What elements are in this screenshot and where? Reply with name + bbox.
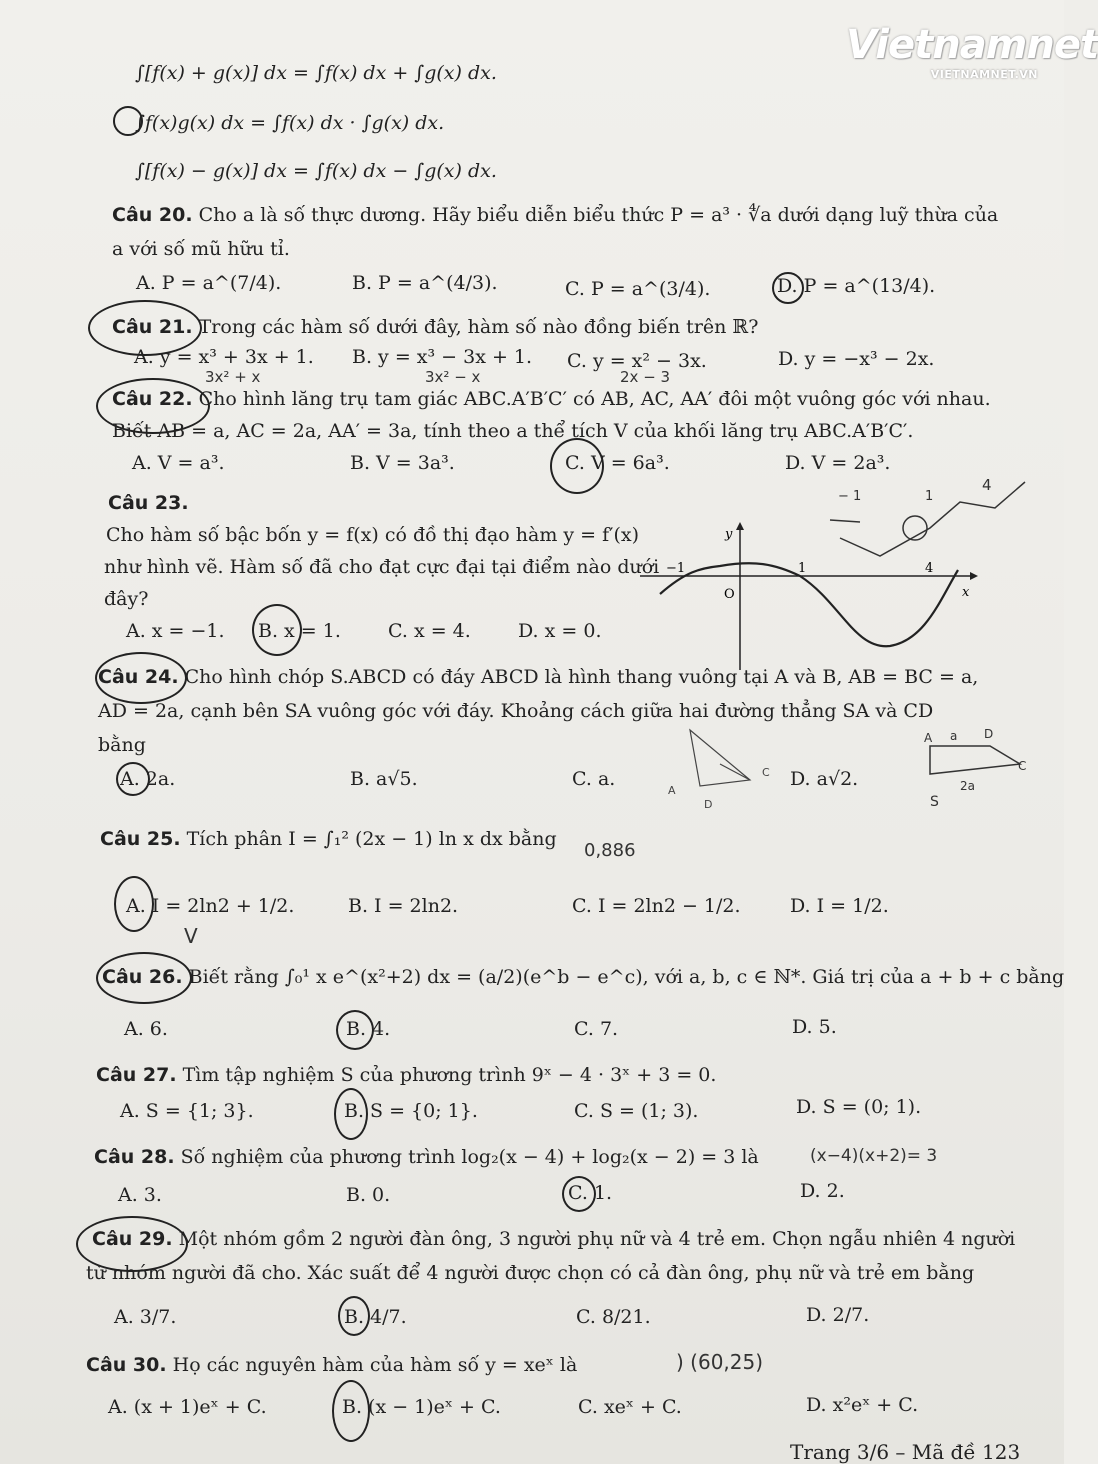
q26-option-a: A. 6. — [124, 1018, 168, 1040]
y-axis-label: y — [725, 527, 733, 542]
q20-number: Câu 20. — [112, 204, 193, 226]
q25-option-c: C. I = 2ln2 − 1/2. — [572, 895, 741, 917]
q27-option-d: D. S = (0; 1). — [796, 1096, 922, 1118]
q22-number: Câu 22. — [112, 388, 193, 410]
q22-text: Cho hình lăng trụ tam giác ABC.A′B′C′ có AB, AC, AA′ đôi một vuông góc với nhau. — [198, 388, 991, 410]
q26-line1 — [102, 966, 1064, 989]
q28-handwritten: (x−4)(x+2)= 3 — [810, 1146, 938, 1166]
q25-number: Câu 25. — [100, 828, 181, 850]
q22-option-b: B. V = 3a³. — [350, 452, 455, 474]
q25-option-b: B. I = 2ln2. — [348, 895, 459, 917]
pyramid-label-c: C — [762, 766, 770, 779]
q26-number: Câu 26. — [102, 966, 183, 988]
q21-handwritten-1: 3x² + x — [205, 368, 261, 386]
q29-line1 — [92, 1228, 1015, 1251]
trap-label-a-len: a — [950, 729, 958, 743]
q21-handwritten-2: 3x² − x — [425, 368, 481, 386]
q23-option-b: B. x = 1. — [258, 620, 341, 642]
q24-option-d: D. a√2. — [790, 768, 859, 790]
q26-text: Biết rằng ∫₀¹ x e^(x²+2) dx = (a/2)(e^b − e^c), với a, b, c ∈ ℕ*. Giá trị của a + b + c bằng — [188, 966, 1065, 988]
q23-option-a: A. x = −1. — [126, 620, 225, 642]
q24-text: Cho hình chóp S.ABCD có đáy ABCD là hình thang vuông tại A và B, AB = BC = a, — [184, 666, 979, 688]
trap-label-a: A — [924, 731, 933, 745]
q30-text: Họ các nguyên hàm của hàm số y = xeˣ là — [172, 1354, 578, 1376]
tick-4: 4 — [925, 561, 934, 576]
q22-option-d: D. V = 2a³. — [785, 452, 891, 474]
q27-number: Câu 27. — [96, 1064, 177, 1086]
q27-text: Tìm tập nghiệm S của phương trình 9ˣ − 4 · 3ˣ + 3 = 0. — [182, 1064, 717, 1086]
q19-option-b: ∫[f(x) + g(x)] dx = ∫f(x) dx + ∫g(x) dx. — [135, 62, 497, 84]
trap-label-c: C — [1018, 759, 1027, 773]
answer-circle-q26 — [336, 1010, 374, 1050]
q22-option-c: C. V = 6a³. — [565, 452, 670, 474]
q22-line2: Biết AB = a, AC = 2a, AA′ = 3a, tính theo a thể tích V của khối lăng trụ ABC.A′B′C′. — [112, 420, 914, 442]
trap-label-d: D — [984, 727, 994, 741]
q29-line2: từ nhóm người đã cho. Xác suất để 4 người được chọn có cả đàn ông, phụ nữ và trẻ em bằng — [86, 1262, 975, 1284]
q23-line3: đây? — [104, 588, 149, 610]
pyramid-sketch — [660, 724, 780, 814]
q25-handwritten: 0,886 — [584, 840, 636, 861]
q22-option-a: A. V = a³. — [132, 452, 225, 474]
q28-option-c: C. 1. — [568, 1182, 613, 1204]
q21-handwritten-3: 2x − 3 — [620, 368, 671, 386]
answer-circle-q27 — [334, 1088, 368, 1140]
q19-option-d: ∫[f(x) − g(x)] dx = ∫f(x) dx − ∫g(x) dx. — [135, 160, 497, 182]
sketch-minus1: − 1 — [838, 489, 862, 504]
q21-line1 — [112, 316, 758, 339]
trap-label-s: S — [930, 794, 939, 810]
question-circle-q26 — [96, 952, 192, 1004]
q27-line1 — [96, 1064, 716, 1087]
answer-circle-q30 — [332, 1380, 370, 1442]
q28-option-d: D. 2. — [800, 1180, 845, 1202]
origin-label: O — [724, 587, 735, 602]
q26-option-c: C. 7. — [574, 1018, 619, 1040]
q25-option-d: D. I = 1/2. — [790, 895, 889, 917]
q30-number: Câu 30. — [86, 1354, 167, 1376]
q26-option-d: D. 5. — [792, 1016, 837, 1038]
vietnamnet-logo — [846, 22, 1098, 82]
logo-brand: Vietnamnet — [846, 22, 1098, 68]
q21-option-a: A. y = x³ + 3x + 1. — [134, 346, 314, 368]
q29-option-a: A. 3/7. — [114, 1306, 177, 1328]
q30-line1 — [86, 1354, 577, 1377]
q20-line1 — [112, 204, 998, 227]
q28-line1 — [94, 1146, 759, 1169]
answer-circle-q19 — [113, 106, 143, 136]
logo-sub: VIETNAMNET.VN — [930, 68, 1038, 81]
q23-number: Câu 23. — [108, 492, 189, 514]
page-footer: Trang 3/6 – Mã đề 123 — [790, 1440, 1021, 1464]
q24-option-a: A. 2a. — [120, 768, 176, 790]
q27-option-b: B. S = {0; 1}. — [344, 1100, 478, 1122]
q20-option-c: C. P = a^(3/4). — [565, 278, 711, 300]
q25-option-a: A. I = 2ln2 + 1/2. — [126, 895, 295, 917]
q28-option-b: B. 0. — [346, 1184, 391, 1206]
y-axis-arrow — [736, 522, 744, 530]
answer-circle-q23 — [252, 604, 302, 656]
q30-handwritten: ) (60,25) — [676, 1350, 764, 1374]
q28-number: Câu 28. — [94, 1146, 175, 1168]
q20-option-b: B. P = a^(4/3). — [352, 272, 498, 294]
q24-line2: AD = 2a, cạnh bên SA vuông góc với đáy. Khoảng cách giữa hai đường thẳng SA và CD — [98, 700, 934, 722]
q28-text: Số nghiệm của phương trình log₂(x − 4) + log₂(x − 2) = 3 là — [180, 1146, 759, 1168]
q24-option-c: C. a. — [572, 768, 616, 790]
trapezoid-sketch — [920, 724, 1040, 814]
q20-text: Cho a là số thực dương. Hãy biểu diễn biểu thức P = a³ · ∜a dưới dạng luỹ thừa của — [198, 204, 999, 226]
q21-option-c: C. y = x² − 3x. — [567, 350, 707, 372]
q23-line2: như hình vẽ. Hàm số đã cho đạt cực đại tại điểm nào dưới — [104, 556, 660, 578]
q29-option-d: D. 2/7. — [806, 1304, 870, 1326]
q30-option-c: C. xeˣ + C. — [578, 1396, 682, 1418]
q25-line1 — [100, 828, 557, 851]
answer-circle-q22 — [550, 438, 604, 494]
q23-option-d: D. x = 0. — [518, 620, 602, 642]
q24-option-b: B. a√5. — [350, 768, 418, 790]
question-circle-q24 — [95, 652, 187, 704]
q29-option-c: C. 8/21. — [576, 1306, 651, 1328]
q20-option-d: D. P = a^(13/4). — [777, 275, 936, 297]
q20-line2: a với số mũ hữu tỉ. — [112, 238, 290, 260]
q21-text: Trong các hàm số dưới đây, hàm số nào đồng biến trên ℝ? — [198, 316, 759, 338]
q19-option-c: ∫f(x)g(x) dx = ∫f(x) dx · ∫g(x) dx. — [135, 112, 445, 134]
q25-text: Tích phân I = ∫₁² (2x − 1) ln x dx bằng — [186, 828, 557, 850]
q23-line1: Cho hàm số bậc bốn y = f(x) có đồ thị đạo hàm y = f′(x) — [106, 524, 640, 546]
q27-option-a: A. S = {1; 3}. — [120, 1100, 254, 1122]
q23-option-c: C. x = 4. — [388, 620, 471, 642]
q22-line1 — [112, 388, 991, 411]
tick-1: 1 — [798, 561, 807, 576]
q21-option-b: B. y = x³ − 3x + 1. — [352, 346, 533, 368]
q28-option-a: A. 3. — [118, 1184, 162, 1206]
q30-option-a: A. (x + 1)eˣ + C. — [108, 1396, 267, 1418]
q29-text: Một nhóm gồm 2 người đàn ông, 3 người phụ nữ và 4 trẻ em. Chọn ngẫu nhiên 4 người — [178, 1228, 1016, 1250]
sketch-1: 1 — [925, 489, 934, 504]
handwritten-sign-sketch — [820, 470, 1040, 570]
x-axis-label: x — [962, 585, 970, 600]
q30-option-b: B. (x − 1)eˣ + C. — [342, 1396, 501, 1418]
answer-circle-q25 — [114, 876, 154, 932]
q24-number: Câu 24. — [98, 666, 179, 688]
tick-neg1: −1 — [666, 561, 686, 576]
trap-label-2a: 2a — [960, 779, 975, 793]
q24-line3: bằng — [98, 734, 146, 756]
pyramid-label-d: D — [704, 798, 713, 811]
x-axis-arrow — [970, 572, 978, 580]
q27-option-c: C. S = (1; 3). — [574, 1100, 699, 1122]
q30-option-d: D. x²eˣ + C. — [806, 1394, 919, 1416]
answer-circle-q24 — [116, 762, 150, 796]
q21-option-d: D. y = −x³ − 2x. — [778, 348, 935, 370]
sketch-4: 4 — [982, 476, 992, 494]
answer-circle-q28 — [562, 1176, 596, 1212]
q20-option-a: A. P = a^(7/4). — [136, 272, 282, 294]
q25-checkmark: V — [184, 924, 198, 948]
q21-number: Câu 21. — [112, 316, 193, 338]
answer-circle-q29 — [338, 1296, 370, 1336]
q26-option-b: B. 4. — [346, 1018, 391, 1040]
pyramid-label-a: A — [668, 784, 676, 797]
answer-circle-q20 — [772, 272, 804, 304]
q24-line1 — [98, 666, 978, 689]
q29-number: Câu 29. — [92, 1228, 173, 1250]
q29-option-b: B. 4/7. — [344, 1306, 407, 1328]
